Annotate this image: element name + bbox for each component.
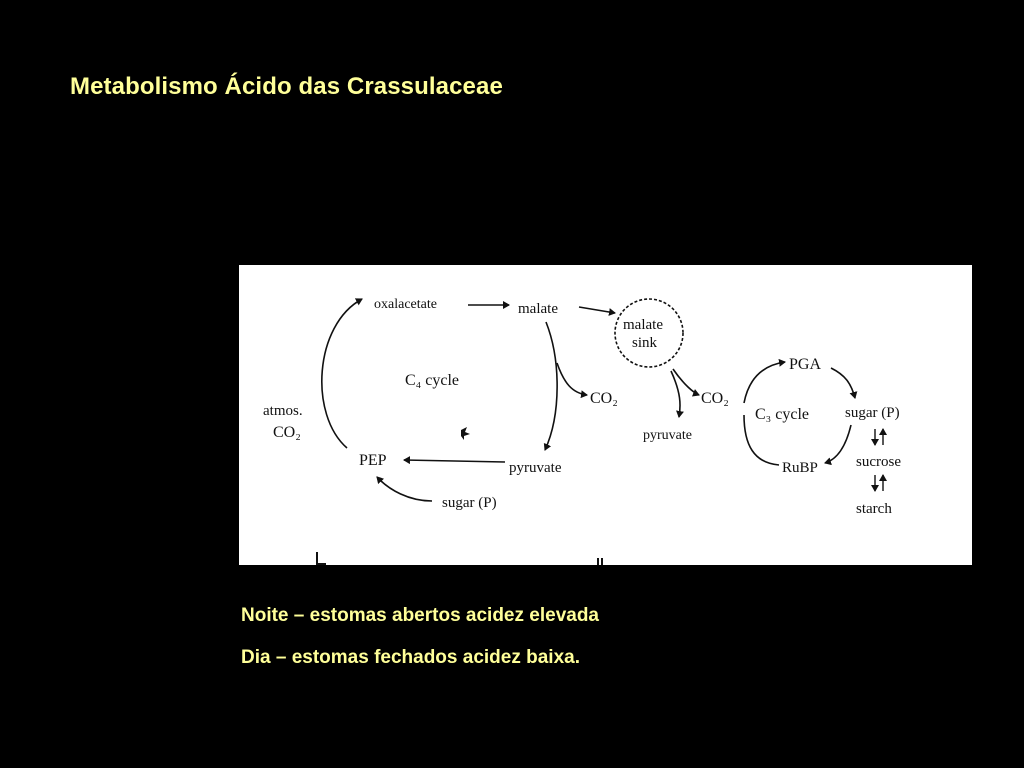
label-co2-left: CO₂	[590, 390, 618, 407]
label-sugar-p-left: sugar (P)	[442, 495, 497, 511]
slide-title: Metabolismo Ácido das Crassulaceae	[70, 73, 503, 100]
label-pyruvate-left: pyruvate	[509, 460, 562, 476]
label-co2-middle: CO₂	[701, 390, 729, 407]
arrow-sink-to-co2	[673, 369, 699, 395]
label-malate: malate	[518, 301, 558, 317]
arrow-pyruvate-to-pep	[404, 460, 505, 462]
malate-sink-circle	[615, 299, 683, 367]
label-pga: PGA	[789, 356, 822, 373]
label-sucrose: sucrose	[856, 454, 901, 470]
arrow-pga-to-sugar	[831, 368, 855, 398]
label-atmos: atmos.	[263, 403, 303, 419]
label-oxaloacetate: oxalacetate	[374, 297, 437, 312]
arrow-malate-to-sink	[579, 307, 615, 313]
label-pyruvate-middle: pyruvate	[643, 428, 692, 443]
caption-day: Dia – estomas fechados acidez baixa.	[241, 647, 580, 668]
label-rubp: RuBP	[782, 460, 818, 476]
arrow-pep-to-oxaloacetate	[322, 299, 362, 448]
label-malate-sink-1: malate	[623, 317, 663, 333]
label-pep: PEP	[359, 452, 387, 469]
caption-night: Noite – estomas abertos acidez elevada	[241, 605, 599, 626]
label-starch: starch	[856, 501, 892, 517]
label-c4-cycle: C₄ cycle	[405, 372, 459, 389]
arrow-malate-to-co2	[557, 363, 587, 395]
arrow-sugar-to-rubp	[825, 425, 851, 463]
arrow-co2-to-pga	[744, 362, 785, 403]
label-malate-sink-2: sink	[632, 335, 658, 351]
cam-pathway-diagram	[239, 265, 972, 565]
arrow-malate-to-pyruvate	[545, 322, 557, 450]
label-c3-cycle: C₃ cycle	[755, 406, 809, 423]
label-atmos-co2: CO₂	[273, 424, 301, 441]
arrow-sugar-to-pep	[377, 477, 432, 501]
label-sugar-p-right: sugar (P)	[845, 405, 900, 421]
pathway-diagram-svg	[239, 265, 972, 565]
